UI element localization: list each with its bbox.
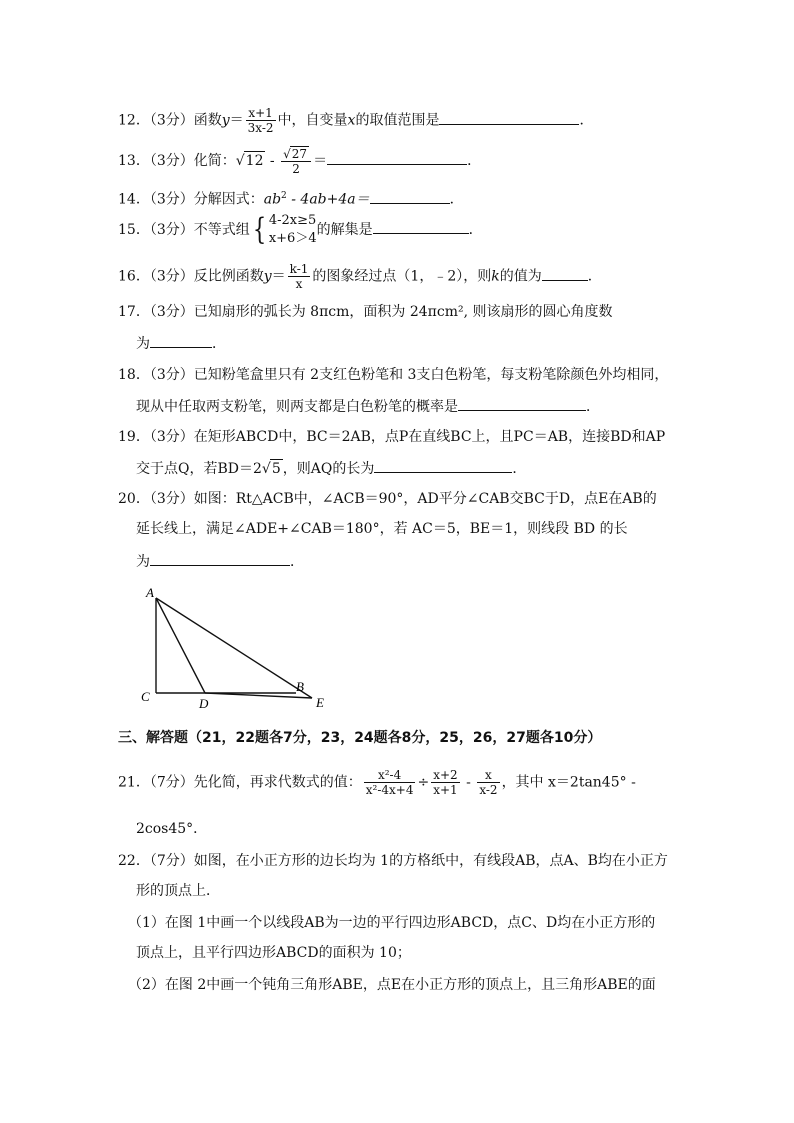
label-A: A — [146, 585, 154, 600]
q19-radicand: 5 — [271, 461, 281, 477]
q21-minus: - — [461, 774, 476, 791]
q16-suffix: 的图象经过点（1，﹣2），则 — [312, 268, 492, 285]
q12-answer-blank[interactable] — [439, 110, 579, 125]
q20-line-3 — [136, 551, 304, 571]
q12-suffix2: 的取值范围是 — [355, 112, 440, 129]
q12-eq: ＝ — [229, 112, 244, 129]
q14-prefix: 14．（3分）分解因式： — [118, 191, 264, 208]
q19-end: ． — [512, 461, 527, 477]
label-E: E — [316, 695, 324, 710]
sqrt-symbol: √ — [235, 153, 245, 169]
q22-line-2: 形的顶点上． — [136, 883, 220, 899]
q14-expr2: - 4ab+4a＝ — [286, 191, 370, 208]
q19-line-1: 19．（3分）在矩形ABCD中，BC＝2AB，点P在直线BC上，且PC＝AB，连接BD和AP — [118, 429, 666, 445]
q21-divide: ÷ — [417, 774, 430, 791]
q13-fraction — [281, 146, 311, 176]
q21-fraction-3 — [477, 768, 499, 797]
label-B: B — [296, 679, 304, 694]
q19-line-2a: 交于点Q，若BD＝2 — [136, 461, 262, 477]
q13-denominator: 2 — [292, 162, 300, 176]
section-3-title: 三、解答题（21，22题各7分，23，24题各8分，25，26，27题各10分） — [118, 730, 602, 746]
q14-expr: ab — [263, 191, 282, 208]
q17-end: ． — [212, 336, 226, 352]
q12-denominator: 3x-2 — [247, 121, 274, 135]
q13-end: ． — [467, 153, 482, 169]
q17-answer-blank[interactable] — [150, 333, 212, 348]
q20-line-2: 延长线上，满足∠ADE+∠CAB＝180°，若 AC＝5，BE＝1，则线段 BD 的长 — [136, 521, 628, 537]
q18-line-1: 18．（3分）已知粉笔盒里只有 2支红色粉笔和 3支白色粉笔，每支粉笔除颜色外均相同， — [118, 367, 669, 383]
q16-k: k — [491, 268, 500, 285]
q16-denominator: x — [295, 277, 303, 291]
q20-end: ． — [290, 554, 304, 570]
q15-answer-blank[interactable] — [373, 219, 469, 234]
q21-fraction-1 — [364, 768, 416, 797]
q16-prefix: 16．（3分）反比例函数 — [118, 268, 264, 285]
q13-answer-blank[interactable] — [327, 150, 467, 165]
q18-line-2-text: 现从中任取两支粉笔，则两支都是白色粉笔的概率是 — [136, 399, 458, 415]
q14-exponent: 2 — [281, 191, 287, 201]
q17-line-1: 17．（3分）已知扇形的弧长为 8πcm，面积为 24πcm², 则该扇形的圆心角度数 — [118, 304, 613, 320]
q15-inequality-2: x+6＞4 — [268, 231, 317, 246]
question-15 — [118, 212, 483, 248]
label-C: C — [141, 689, 150, 704]
q21-line-2: 2cos45°． — [136, 821, 208, 837]
q15-system — [269, 212, 317, 248]
q15-end: ． — [468, 222, 483, 238]
q21-denominator-1: x²-4x+4 — [365, 783, 414, 797]
q15-inequality-1: 4-2x≥5 — [268, 213, 317, 228]
q21-numerator-3: x — [477, 768, 499, 783]
q22-part-1-line-2: 顶点上，且平行四边形ABCD的面积为 10； — [136, 945, 411, 961]
question-21 — [118, 768, 636, 797]
q12-end: ． — [579, 112, 594, 129]
q20-answer-blank[interactable] — [150, 551, 290, 566]
q19-answer-blank[interactable] — [374, 458, 512, 473]
q12-numerator: x+1 — [246, 106, 276, 121]
q21-numerator-1: x²-4 — [364, 768, 416, 783]
q13-eq: ＝ — [313, 153, 328, 169]
triangle-figure — [136, 585, 336, 715]
q12-fraction — [246, 106, 276, 135]
q21-suffix: ，其中 x＝2tan45° - — [501, 774, 636, 791]
q14-answer-blank[interactable] — [370, 189, 450, 204]
q21-prefix: 21．（7分）先化简，再求代数式的值： — [118, 774, 362, 791]
q20-line-3-text: 为 — [136, 554, 150, 570]
q16-eq: ＝ — [271, 268, 286, 285]
q16-fraction — [288, 262, 311, 291]
segment-AE — [156, 598, 312, 698]
q18-answer-blank[interactable] — [458, 396, 586, 411]
q12-x: x — [347, 112, 356, 129]
q15-suffix: 的解集是 — [316, 222, 373, 238]
q13-prefix: 13．（3分）化简： — [118, 153, 236, 169]
q18-line-2 — [136, 396, 600, 416]
q21-fraction-2 — [431, 768, 459, 797]
q19-line-2b: ，则AQ的长为 — [282, 461, 375, 477]
sqrt-symbol: √ — [261, 461, 271, 477]
question-12 — [118, 106, 593, 135]
q18-end: ． — [586, 399, 600, 415]
sqrt-symbol: √ — [283, 147, 291, 161]
segment-AD — [156, 598, 205, 693]
q12-suffix: 中，自变量 — [277, 112, 348, 129]
q12-prefix: 12．（3分）函数 — [118, 112, 222, 129]
q13-minus: - — [265, 153, 280, 169]
q14-end: ． — [449, 191, 464, 208]
left-brace-icon: { — [252, 212, 266, 247]
q22-part-1-line-1: （1）在图 1中画一个以线段AB为一边的平行四边形ABCD，点C、D均在小正方形的 — [128, 915, 656, 931]
q13-radicand-2: 27 — [291, 147, 308, 161]
question-16 — [118, 262, 602, 291]
q21-denominator-3: x-2 — [479, 783, 498, 797]
question-13 — [118, 146, 481, 176]
q13-radicand-1: 12 — [245, 153, 264, 169]
q16-suffix2: 的值为 — [499, 268, 542, 285]
q16-answer-blank[interactable] — [542, 266, 588, 281]
q20-line-1: 20．（3分）如图：Rt△ACB中，∠ACB＝90°，AD平分∠CAB交BC于D，点E在AB的 — [118, 491, 657, 507]
q16-end: ． — [587, 268, 602, 285]
q21-denominator-2: x+1 — [433, 783, 458, 797]
q22-line-1: 22．（7分）如图，在小正方形的边长均为 1的方格纸中，有线段AB，点A、B均在小正方 — [118, 853, 668, 869]
q16-numerator: k-1 — [289, 262, 309, 276]
q19-line-2 — [136, 458, 526, 478]
q21-numerator-2: x+2 — [433, 768, 458, 782]
label-D: D — [199, 696, 209, 711]
q17-line-2-text: 为 — [136, 336, 150, 352]
q12-y: y — [221, 112, 230, 129]
q15-prefix: 15．（3分）不等式组 — [118, 222, 250, 238]
q22-part-2-line-1: （2）在图 2中画一个钝角三角形ABE，点E在小正方形的顶点上，且三角形ABE的面 — [128, 977, 656, 993]
question-14 — [118, 187, 464, 209]
q16-y: y — [263, 268, 272, 285]
q17-line-2 — [136, 333, 226, 353]
